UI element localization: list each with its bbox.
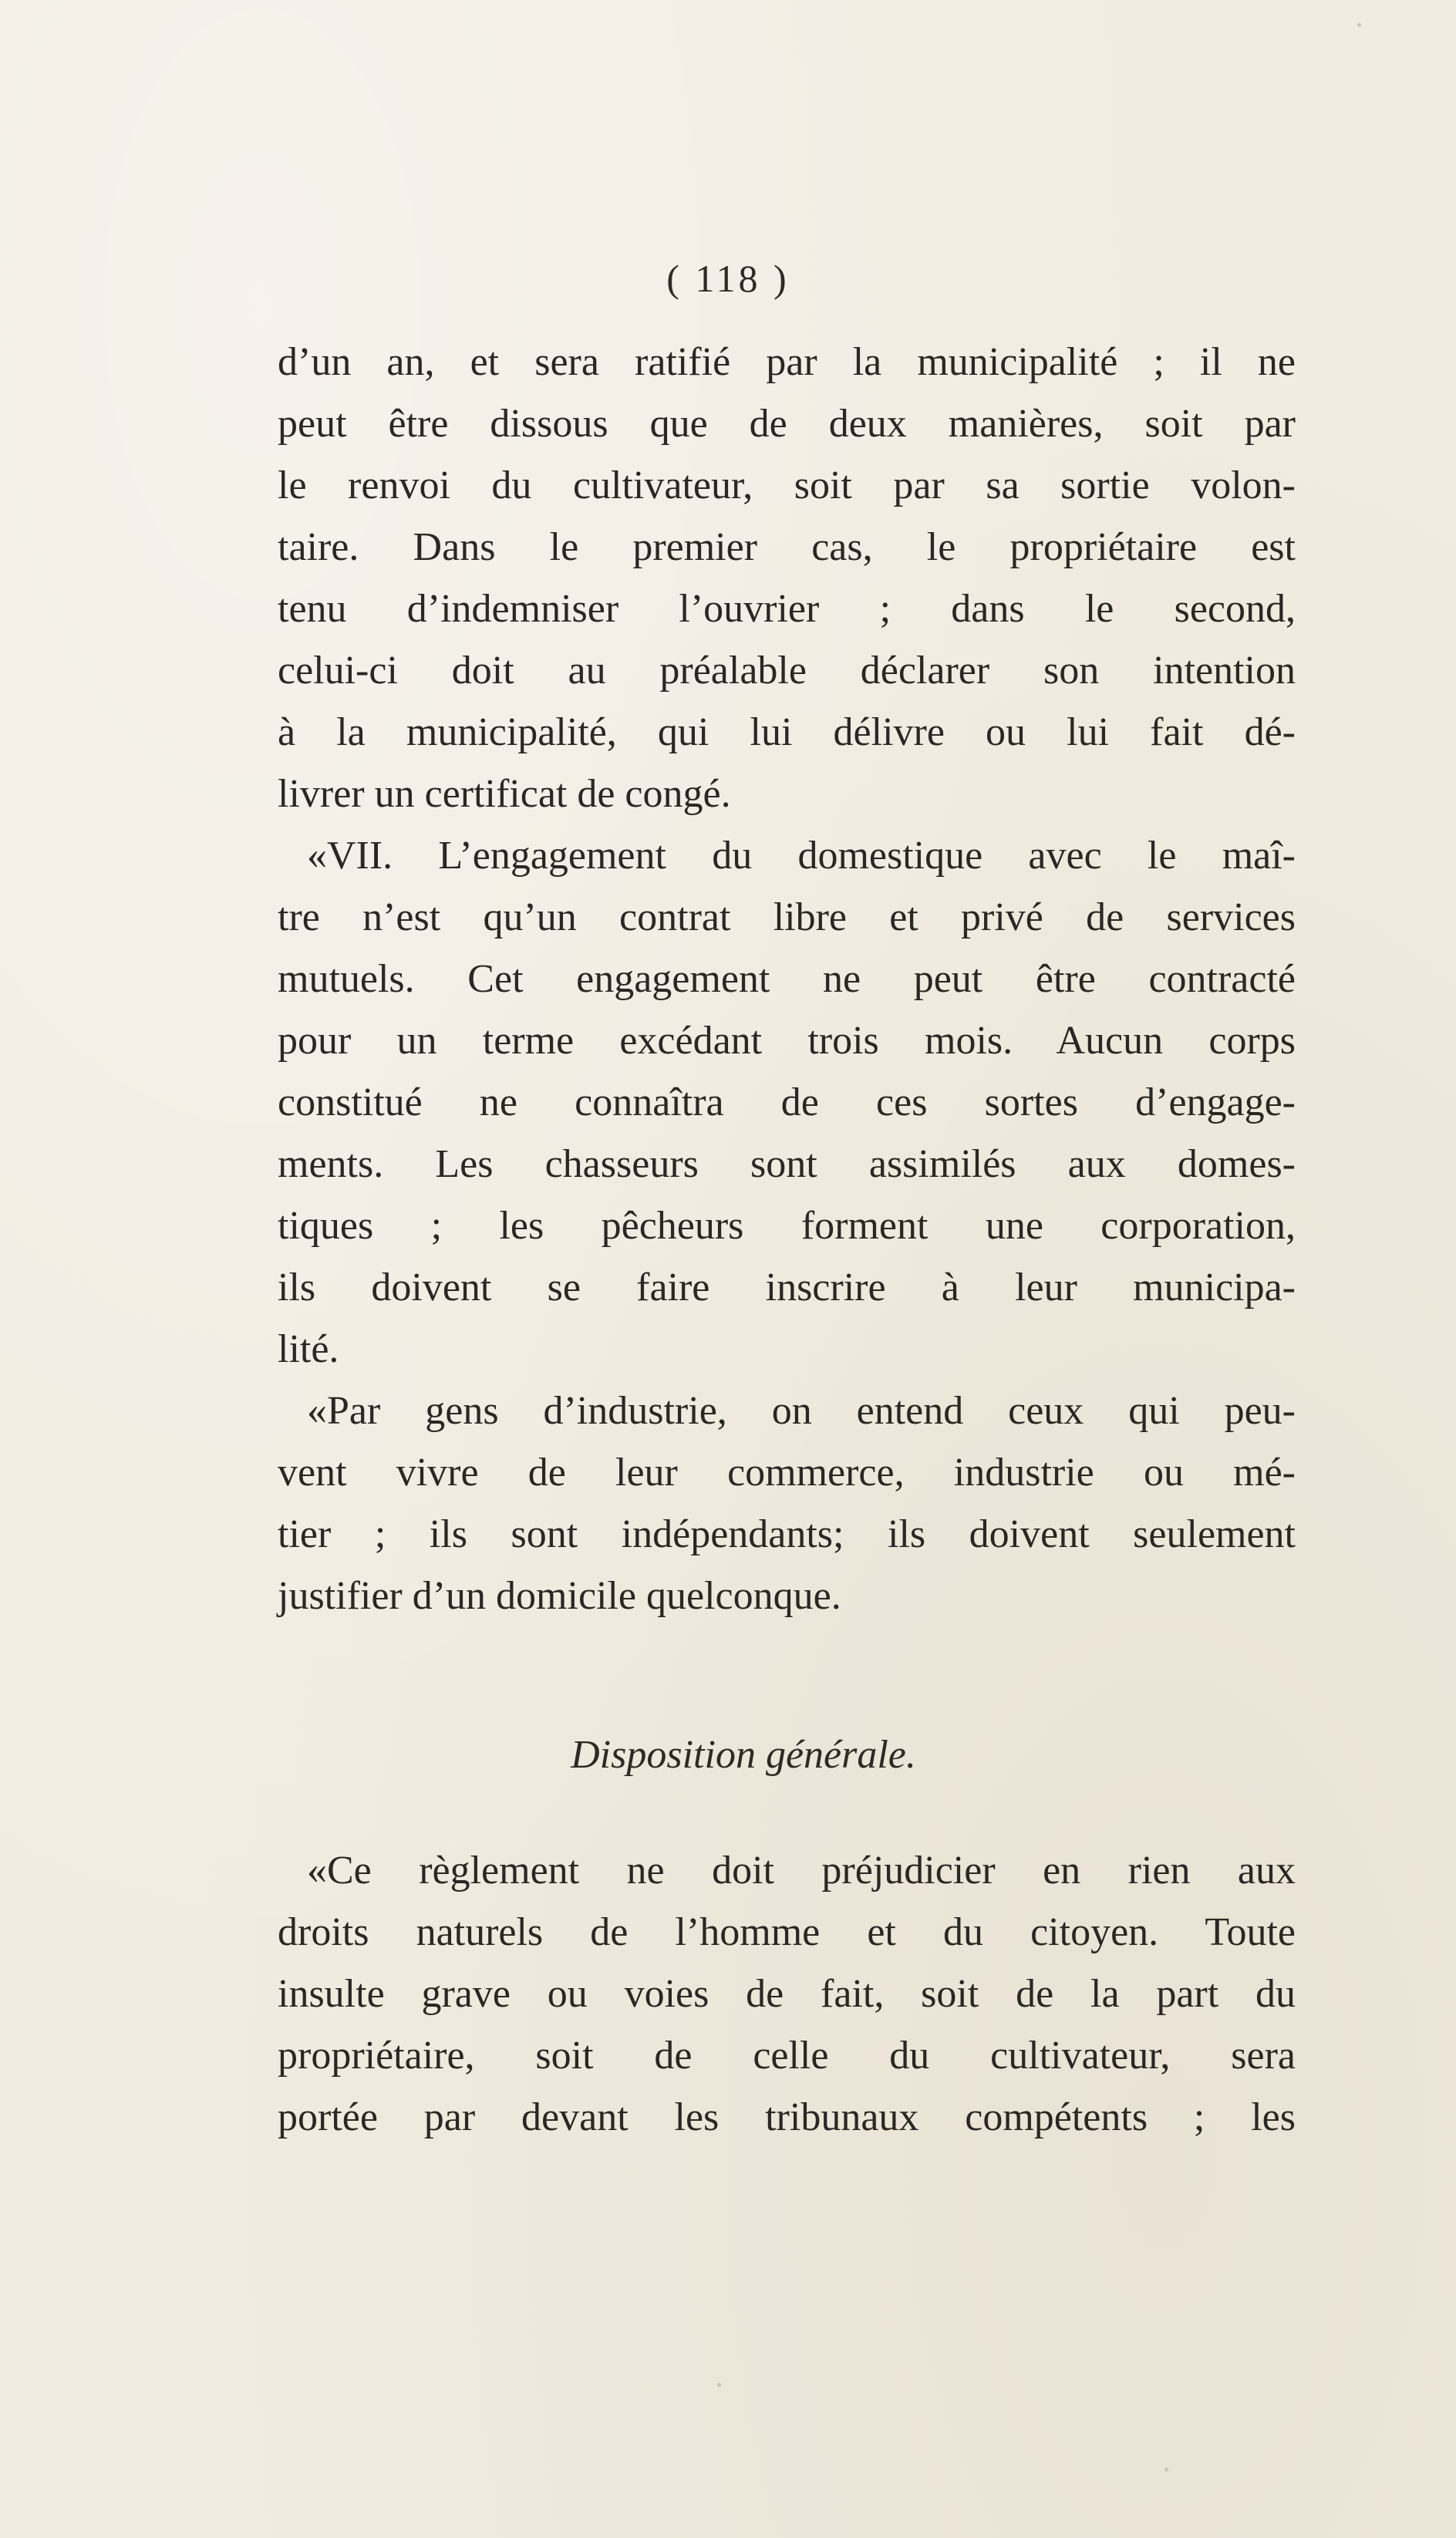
text-line: à la municipalité, qui lui délivre ou lui fait dé- (278, 710, 1296, 754)
text-line: insulte grave ou voies de fait, soit de la part du (278, 1972, 1296, 2016)
text-line: portée par devant les tribunaux compétents ; les (278, 2095, 1296, 2139)
text-line: tier ; ils sont indépendants; ils doivent seulement (278, 1512, 1296, 1556)
text-line: droits naturels de l’homme et du citoyen. Toute (278, 1910, 1296, 1954)
text-line: constitué ne connaîtra de ces sortes d’engage- (278, 1080, 1296, 1124)
text-block-lower (278, 1840, 1296, 2149)
text-line: lité. (278, 1327, 339, 1371)
paper-speck (1357, 23, 1361, 27)
text-line: taire. Dans le premier cas, le propriétaire est (278, 525, 1296, 569)
text-block-upper (278, 332, 1296, 1627)
text-line: ils doivent se faire inscrire à leur municipa- (278, 1266, 1296, 1309)
text-line: pour un terme excédant trois mois. Aucun corps (278, 1019, 1296, 1063)
text-line: celui-ci doit au préalable déclarer son intention (278, 649, 1296, 693)
paper-speck (717, 2383, 721, 2387)
text-line: mutuels. Cet engagement ne peut être contracté (278, 957, 1296, 1001)
text-line: vent vivre de leur commerce, industrie ou mé- (278, 1451, 1296, 1495)
text-line: le renvoi du cultivateur, soit par sa sortie volon- (278, 463, 1296, 507)
text-line: ments. Les chasseurs sont assimilés aux domes- (278, 1142, 1296, 1186)
text-line: tre n’est qu’un contrat libre et privé de services (278, 895, 1296, 939)
text-line: propriétaire, soit de celle du cultivateur, sera (278, 2034, 1296, 2078)
paragraph-1 (278, 332, 1296, 825)
text-line: «Par gens d’industrie, on entend ceux qui peu- (307, 1389, 1296, 1433)
text-line: «VII. L’engagement du domestique avec le maî- (307, 834, 1296, 878)
text-line: justifier d’un domicile quelconque. (278, 1574, 841, 1618)
paragraph-4 (278, 1840, 1296, 2149)
paper-speck (1164, 2468, 1168, 2472)
paragraph-2 (278, 825, 1296, 1380)
page-number: ( 118 ) (666, 257, 790, 300)
paragraph-3 (278, 1380, 1296, 1627)
text-line: tiques ; les pêcheurs forment une corporation, (278, 1204, 1296, 1248)
text-line: peut être dissous que de deux manières, soit par (278, 402, 1296, 446)
text-line: livrer un certificat de congé. (278, 772, 731, 816)
text-line: «Ce règlement ne doit préjudicier en rien aux (307, 1849, 1296, 1893)
text-line: d’un an, et sera ratifié par la municipalité ; il ne (278, 340, 1296, 384)
text-line: tenu d’indemniser l’ouvrier ; dans le second, (278, 587, 1296, 631)
section-heading: Disposition générale. (571, 1733, 916, 1777)
